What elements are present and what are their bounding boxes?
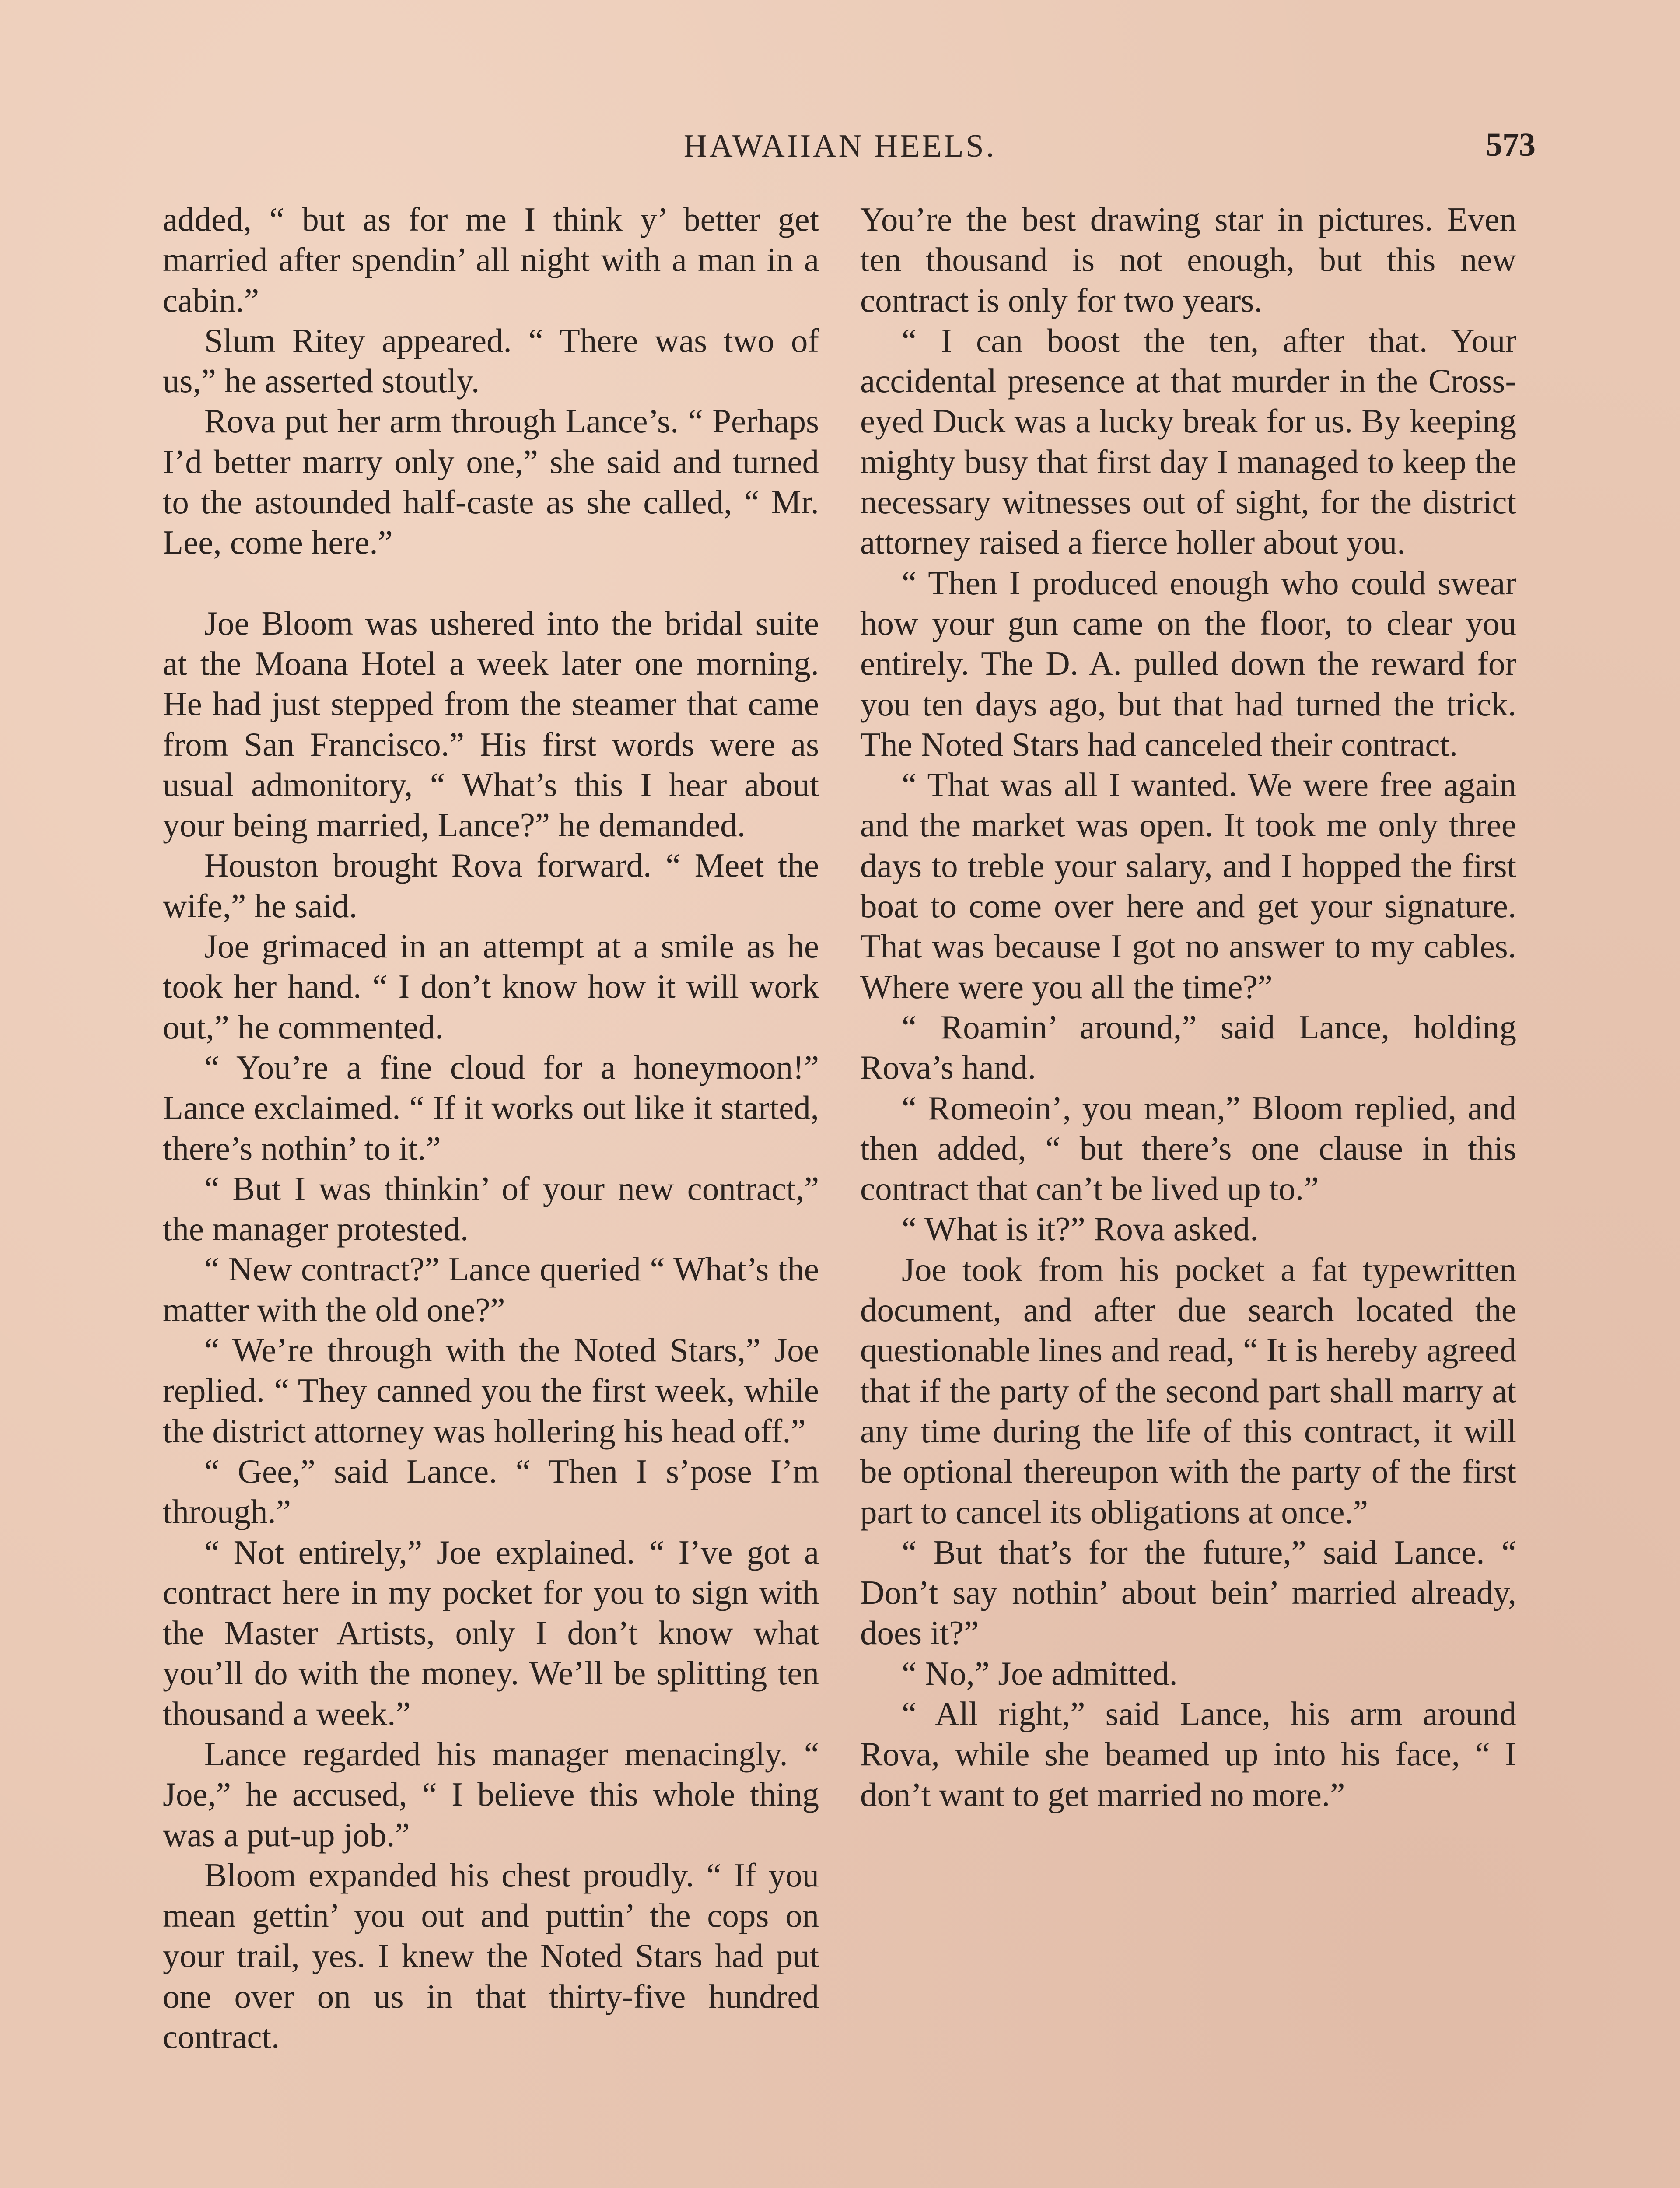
paragraph: “ New contract?” Lance queried “ What’s the matter with the old one?” xyxy=(163,1250,819,1329)
page-number: 573 xyxy=(1486,126,1536,163)
paragraph: Joe Bloom was ushered into the bridal suite at the Moana Hotel a week later one morning. He had just stepped from the steamer that came from San Francisco.” His first words were as usual admonitory, “ What’s this I hear about your being married, Lance?” he demanded. xyxy=(163,604,819,844)
paragraph: “ Then I produced enough who could swear how your gun came on the floor, to clear you entirely. The D. A. pulled down the reward for you ten days ago, but that had turned the trick. The Noted Stars had canceled their contract. xyxy=(860,564,1516,763)
paragraph: “ But that’s for the future,” said Lance. “ Don’t say nothin’ about bein’ married already, does it?” xyxy=(860,1533,1516,1652)
paragraph: “ All right,” said Lance, his arm around Rova, while she beamed up into his face, “ I don’t want to get married no more.” xyxy=(860,1694,1516,1813)
paragraph: Slum Ritey appeared. “ There was two of us,” he asserted stoutly. xyxy=(163,321,819,400)
paragraph: “ But I was thinkin’ of your new contract,” the manager protested. xyxy=(163,1169,819,1248)
paragraph: Joe took from his pocket a fat typewritten document, and after due search located the questionable lines and read, “ It is hereby agreed that if the party of the second part shall marry at any time during the life of this contract, it will be optional thereupon with the party of the first part to cancel its obligations at once.” xyxy=(860,1250,1516,1531)
left-column xyxy=(163,199,819,2057)
paragraph: You’re the best drawing star in pictures. Even ten thousand is not enough, but this new contract is only for two years. xyxy=(860,200,1516,319)
paragraph: “ No,” Joe admitted. xyxy=(902,1654,1178,1692)
running-title: HAWAIIAN HEELS. xyxy=(683,128,997,164)
paragraph: “ You’re a fine cloud for a honeymoon!” Lance exclaimed. “ If it works out like it started, there’s nothin’ to it.” xyxy=(163,1048,819,1167)
paragraph: Bloom expanded his chest proudly. “ If you mean gettin’ you out and puttin’ the cops on your trail, yes. I knew the Noted Stars had put one over on us in that thirty-five hundred contract. xyxy=(163,1856,819,2056)
paragraph: “ That was all I wanted. We were free again and the market was open. It took me only three days to treble your salary, and I hopped the first boat to come over here and get your signature. That was because I got no answer to my cables. Where were you all the time?” xyxy=(860,766,1516,1006)
paragraph: “ What is it?” Rova asked. xyxy=(902,1210,1259,1248)
paragraph: “ Not entirely,” Joe explained. “ I’ve got a contract here in my pocket for you to sign with the Master Artists, only I don’t know what you’ll do with the money. We’ll be splitting ten thousand a week.” xyxy=(163,1533,819,1732)
paragraph: Joe grimaced in an attempt at a smile as he took her hand. “ I don’t know how it will work out,” he commented. xyxy=(163,927,819,1046)
paragraph: “ Roamin’ around,” said Lance, holding Rova’s hand. xyxy=(860,1008,1516,1087)
paragraph: added, “ but as for me I think y’ better get married after spendin’ all night with a man in a cabin.” xyxy=(163,200,819,319)
paragraph: “ Gee,” said Lance. “ Then I s’pose I’m through.” xyxy=(163,1452,819,1531)
paragraph: “ Romeoin’, you mean,” Bloom replied, and then added, “ but there’s one clause in this contract that can’t be lived up to.” xyxy=(860,1089,1516,1208)
paragraph: “ We’re through with the Noted Stars,” Joe replied. “ They canned you the first week, while the district attorney was hollering his head off.” xyxy=(163,1331,819,1450)
paragraph: “ I can boost the ten, after that. Your accidental presence at that murder in the Cross-eyed Duck was a lucky break for us. By keeping mighty busy that first day I managed to keep the necessary witnesses out of sight, for the district attorney raised a fierce holler about you. xyxy=(860,321,1516,561)
paragraph: Houston brought Rova forward. “ Meet the wife,” he said. xyxy=(163,846,819,925)
paragraph: Lance regarded his manager menacingly. “ Joe,” he accused, “ I believe this whole thing was a put-up job.” xyxy=(163,1735,819,1854)
right-column xyxy=(860,199,1516,1815)
paragraph: Rova put her arm through Lance’s. “ Perhaps I’d better marry only one,” she said and turned to the astounded half-caste as she called, “ Mr. Lee, come here.” xyxy=(163,402,819,561)
